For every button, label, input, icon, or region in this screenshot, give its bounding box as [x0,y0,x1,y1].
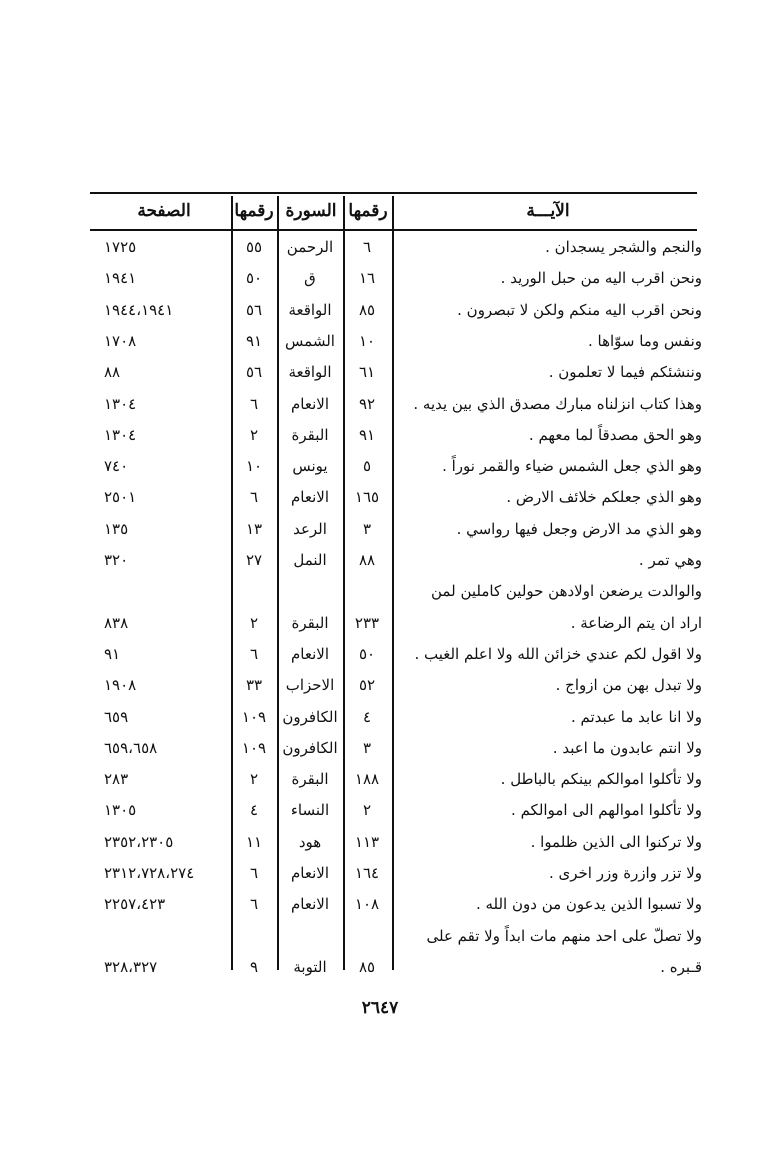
page-reference: ١٣٠٤ [104,394,137,413]
sura-name: الانعام [291,895,329,914]
verse-text: ولا اقول لكم عندي خزائن الله ولا اعلم الغيب . [414,644,702,663]
verse-number [345,576,389,607]
sura-number: ١٠ [245,457,263,476]
verse-text: ونحن اقرب اليه منكم ولكن لا تبصرون . [457,300,702,319]
page-reference: ١٩٠٨ [104,676,137,695]
verse-text: وننشئكم فيما لا تعلمون . [548,363,702,382]
verse-number: ٦ [362,238,372,256]
verse-number: ٩٢ [358,394,376,413]
sura-name: البقرة [291,425,329,444]
table-row [0,952,760,983]
table-row [0,389,760,420]
sura-number: ٩١ [245,331,263,350]
table-row [0,764,760,795]
sura-name: النساء [290,801,330,820]
sura-number: ١٣ [245,519,263,538]
verse-number: ٣ [362,738,372,757]
verse-text: اراد ان يتم الرضاعة . [570,613,702,632]
verse-text: وهو الذي مد الارض وجعل فيها رواسي . [456,519,702,538]
header-page: الصفحة [137,201,191,221]
sura-name: الانعام [291,394,329,413]
verse-number: ٢٣٣ [354,613,380,632]
table-row [0,858,760,889]
page-number: ٢٦٤٧ [361,998,399,1018]
sura-name: البقرة [291,770,329,789]
verse-text: ولا تأكلوا اموالهم الى اموالكم . [511,801,702,820]
page-reference: ٨٣٨ [104,613,129,632]
sura-number: ٦ [249,895,259,914]
table-row [0,357,760,388]
sura-number: ٥٥ [245,238,263,256]
verse-text: وهو الذي جعل الشمس ضياء والقمر نوراً . [442,457,702,476]
sura-name: التوبة [293,957,327,976]
table-row [0,795,760,826]
page-reference: ١٩٤٤،١٩٤١ [104,300,174,319]
sura-name: الاحزاب [285,676,335,695]
page-reference: ٩١ [104,644,121,663]
sura-number: ٢ [249,770,259,789]
sura-number: ٦ [249,488,259,507]
sura-number: ١٠٩ [241,707,267,726]
sura-name: الانعام [291,488,329,507]
page-reference: ٢٣٥٢،٢٣٠٥ [104,832,174,851]
verse-number: ٢ [362,801,372,820]
verse-number: ٤ [362,707,372,726]
verse-text: وهو الحق مصدقاً لما معهم . [528,425,702,444]
sura-number: ٦ [249,864,259,882]
sura-name: النمل [293,551,327,569]
verse-number: ٩١ [358,425,376,444]
sura-name: البقرة [291,613,329,632]
table-row [0,608,760,639]
table-row [0,295,760,326]
sura-number: ٦ [249,394,259,413]
table-row [0,514,760,545]
table-row [0,702,760,733]
verse-text: ولا تأكلوا اموالكم بينكم بالباطل . [500,770,702,789]
page-reference: ١٧٠٨ [104,331,137,350]
verse-text: ولا تبدل بهن من ازواج . [555,676,702,695]
table-row [0,263,760,294]
verse-number: ٣ [362,519,372,538]
sura-name: الانعام [291,864,329,882]
sura-number: ٢ [249,425,259,444]
sura-name: الكافرون [282,707,338,726]
table-row [0,232,760,263]
table-row [0,482,760,513]
verse-number: ٨٥ [358,957,376,976]
sura-number: ٣٣ [245,676,263,695]
page-reference: ٧٤٠ [104,457,129,476]
verse-text: ولا انا عابد ما عبدتم . [570,707,702,726]
verse-number: ٥٢ [358,676,376,695]
page-reference: ٣٢٠ [104,551,129,569]
sura-name: الانعام [291,644,329,663]
header-bottom-rule [90,229,697,231]
sura-number: ٦ [249,644,259,663]
header-top-rule [90,192,697,194]
sura-name: الواقعة [288,300,332,319]
verse-number: ٥٠ [358,644,376,663]
page-reference [104,576,230,607]
sura-name: الكافرون [282,738,338,757]
page-reference: ١٣٠٤ [104,425,137,444]
verse-text: ولا انتم عابدون ما اعبد . [552,738,702,757]
sura-name: هود [298,832,322,851]
sura-number: ١١ [245,832,263,851]
header-verse: الآيـــة [526,201,570,221]
verse-number: ١١٣ [354,832,380,851]
page-reference: ٢٥٠١ [104,488,137,507]
sura-name: الشمس [285,331,335,350]
sura-name [278,921,342,952]
verse-number: ٨٨ [358,551,376,569]
verse-number: ١٦٥ [354,488,380,507]
table-row [0,326,760,357]
table-row [0,670,760,701]
page-reference: ٢٣١٢،٧٢٨،٢٧٤ [104,864,195,882]
table-row [0,733,760,764]
table-row [0,921,760,952]
verse-number: ١٦٤ [354,864,380,882]
page-reference: ١٣٠٥ [104,801,137,820]
sura-name: الواقعة [288,363,332,382]
sura-name [278,576,342,607]
sura-name: يونس [292,457,328,476]
table-row [0,827,760,858]
verse-text: قـبره . [660,957,702,976]
verse-number: ٥ [362,457,372,476]
sura-number: ٢٧ [245,551,263,569]
page-reference: ٢٢٥٧،٤٢٣ [104,895,166,914]
verse-text: وهي تمر . [638,551,702,569]
sura-number: ٩ [249,957,259,976]
verse-text: ولا تصلّ على احد منهم مات ابداً ولا تقم على [426,926,702,945]
sura-name: الرعد [293,519,327,538]
page-reference: ١٣٥ [104,519,129,538]
table-row [0,451,760,482]
sura-number: ٥٦ [245,363,263,382]
verse-number: ١٨٨ [354,770,380,789]
verse-text: ولا تسبوا الذين يدعون من دون الله . [475,895,702,914]
page-reference: ٣٢٨،٣٢٧ [104,957,158,976]
page-reference: ٦٥٩ [104,707,129,726]
verse-text: ونحن اقرب اليه من حبل الوريد . [500,269,702,288]
table-row [0,545,760,576]
page-reference: ٨٨ [104,363,121,382]
verse-number: ١٦ [358,269,376,288]
verse-number: ٦١ [358,363,376,382]
page-reference: ١٧٢٥ [104,238,137,256]
verse-number: ١٠ [358,331,376,350]
verse-number: ١٠٨ [354,895,380,914]
sura-number: ١٠٩ [241,738,267,757]
verse-text: ونفس وما سوّاها . [587,331,702,350]
page-reference: ١٩٤١ [104,269,137,288]
sura-name: الرحمن [286,238,334,256]
verse-number: ٨٥ [358,300,376,319]
table-row [0,576,760,607]
sura-number: ٤ [249,801,259,820]
header-verse-number: رقمها [348,201,388,221]
sura-number: ٢ [249,613,259,632]
table-row [0,889,760,920]
table-row [0,420,760,451]
header-sura-number: رقمها [234,201,274,221]
sura-name: ق [304,269,316,288]
verse-number [345,921,389,952]
header-sura: السورة [285,201,337,221]
sura-number: ٥٠ [245,269,263,288]
verse-text: والنجم والشجر يسجدان . [545,238,702,256]
verse-text: والوالدت يرضعن اولادهن حولين كاملين لمن [431,582,702,601]
page-reference: ٢٨٣ [104,770,129,789]
page-reference [104,921,230,952]
verse-text: ولا تزر وازرة وزر اخرى . [548,864,702,882]
table-row [0,639,760,670]
verse-text: وهو الذي جعلكم خلائف الارض . [506,488,702,507]
sura-number [233,921,275,952]
verse-text: وهذا كتاب انزلناه مبارك مصدق الذي بين يديه . [413,394,702,413]
sura-number [233,576,275,607]
page-reference: ٦٥٩،٦٥٨ [104,738,158,757]
verse-text: ولا تركنوا الى الذين ظلموا . [530,832,702,851]
sura-number: ٥٦ [245,300,263,319]
